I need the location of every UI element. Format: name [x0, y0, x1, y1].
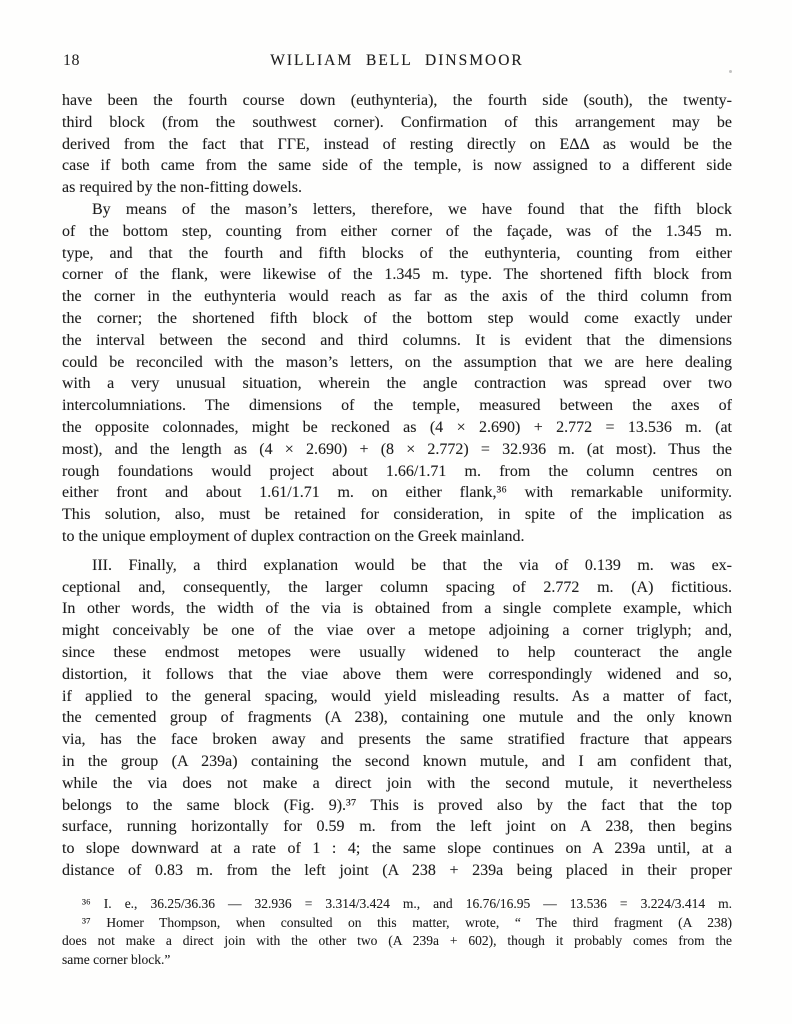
text-line: via, has the face broken away and presents the same stratified fracture that appears	[62, 731, 732, 749]
text-line: the cemented group of fragments (A 238), containing one mutule and the only known	[62, 709, 732, 727]
page-body-text	[62, 90, 732, 882]
text-line: case if both came from the same side of the temple, is now assigned to a different side	[62, 157, 732, 175]
text-line: while the via does not make a direct join with the second mutule, it nevertheless	[62, 774, 732, 792]
text-line: most), and the length as (4 × 2.690) + (8 × 2.772) = 32.936 m. (at most). Thus the	[62, 440, 732, 458]
text-line: ³⁷ Homer Thompson, when consulted on this matter, wrote, “ The third fragment (A 238)	[82, 914, 732, 930]
text-line: distortion, it follows that the viae above them were correspondingly widened and so,	[62, 665, 732, 683]
text-line: derived from the fact that ΓΓΕ, instead of resting directly on ΕΔΔ as would be the	[62, 135, 732, 153]
text-line: might conceivably be one of the viae over a metope adjoining a corner triglyph; and,	[62, 622, 732, 640]
text-line: either front and about 1.61/1.71 m. on either flank,³⁶ with remarkable uniformity.	[62, 484, 732, 502]
text-line: of the bottom step, counting from either corner of the façade, was of the 1.345 m.	[62, 222, 732, 240]
text-line: surface, running horizontally for 0.59 m. from the left joint on A 238, then begins	[62, 818, 732, 836]
text-line: the corner in the euthynteria would reach as far as the axis of the third column from	[62, 288, 732, 306]
text-line: type, and that the fourth and fifth blocks of the euthynteria, counting from either	[62, 244, 732, 262]
text-line: as required by the non-fitting dowels.	[62, 179, 302, 197]
text-line: in the group (A 239a) containing the second known mutule, and I am confident that,	[62, 752, 732, 770]
text-line: the corner; the shortened fifth block of the bottom step would come exactly under	[62, 309, 732, 327]
text-line: have been the fourth course down (euthynteria), the fourth side (south), the twenty-	[62, 92, 732, 109]
text-line: ceptional and, consequently, the larger column spacing of 2.772 m. (A) fictitious.	[62, 578, 732, 596]
text-line: the opposite colonnades, might be reckoned as (4 × 2.690) + 2.772 = 13.536 m. (at	[62, 418, 732, 436]
text-line: to slope downward at a rate of 1 : 4; the same slope continues on A 239a until, at a	[62, 840, 732, 858]
footnote-37	[62, 914, 732, 970]
text-line: does not make a direct join with the other two (A 239a + 602), though it probably comes from the	[62, 933, 732, 949]
scan-artifact-speck	[729, 70, 732, 73]
paragraph-continuation	[62, 90, 732, 199]
text-line: This solution, also, must be retained for consideration, in spite of the implication as	[62, 506, 732, 524]
text-line: In other words, the width of the via is obtained from a single complete example, which	[62, 600, 732, 618]
text-line: intercolumniations. The dimensions of the temple, measured between the axes of	[62, 397, 732, 415]
text-line: since these endmost metopes were usually widened to help counteract the angle	[62, 643, 732, 661]
text-line: distance of 0.83 m. from the left joint (A 238 + 239a being placed in their proper	[62, 861, 732, 879]
footnote-36	[62, 895, 732, 914]
footnotes-section	[62, 895, 732, 969]
text-line: could be reconciled with the mason’s letters, on the assumption that we are here dealing	[62, 353, 732, 371]
text-line: to the unique employment of duplex contraction on the Greek mainland.	[62, 527, 525, 545]
text-line: By means of the mason’s letters, therefore, we have found that the fifth block	[92, 200, 732, 218]
text-line: III. Finally, a third explanation would be that the via of 0.139 m. was ex-	[92, 556, 732, 574]
text-line: belongs to the same block (Fig. 9).³⁷ This is proved also by the fact that the top	[62, 796, 732, 814]
paragraph-third-explanation	[62, 555, 732, 882]
text-line: corner of the flank, were likewise of the 1.345 m. type. The shortened fifth block from	[62, 266, 732, 284]
text-line: third block (from the southwest corner). Confirmation of this arrangement may be	[62, 113, 732, 131]
text-line: with a very unusual situation, wherein the angle contraction was spread over two	[62, 375, 732, 393]
text-line: the interval between the second and third columns. It is evident that the dimensions	[62, 331, 732, 349]
running-head-title: WILLIAM BELL DINSMOOR	[270, 52, 524, 69]
page-number: 18	[63, 52, 80, 69]
running-header	[62, 52, 732, 74]
paragraph-masons-letters	[62, 199, 732, 548]
text-line: same corner block.”	[62, 951, 171, 967]
text-line: rough foundations would project about 1.66/1.71 m. from the column centres on	[62, 462, 732, 480]
text-line: ³⁶ I. e., 36.25/36.36 — 32.936 = 3.314/3.424 m., and 16.76/16.95 — 13.536 = 3.224/3.414 m.	[82, 896, 732, 911]
text-line: if applied to the general spacing, would yield misleading results. As a matter of fact,	[62, 687, 732, 705]
